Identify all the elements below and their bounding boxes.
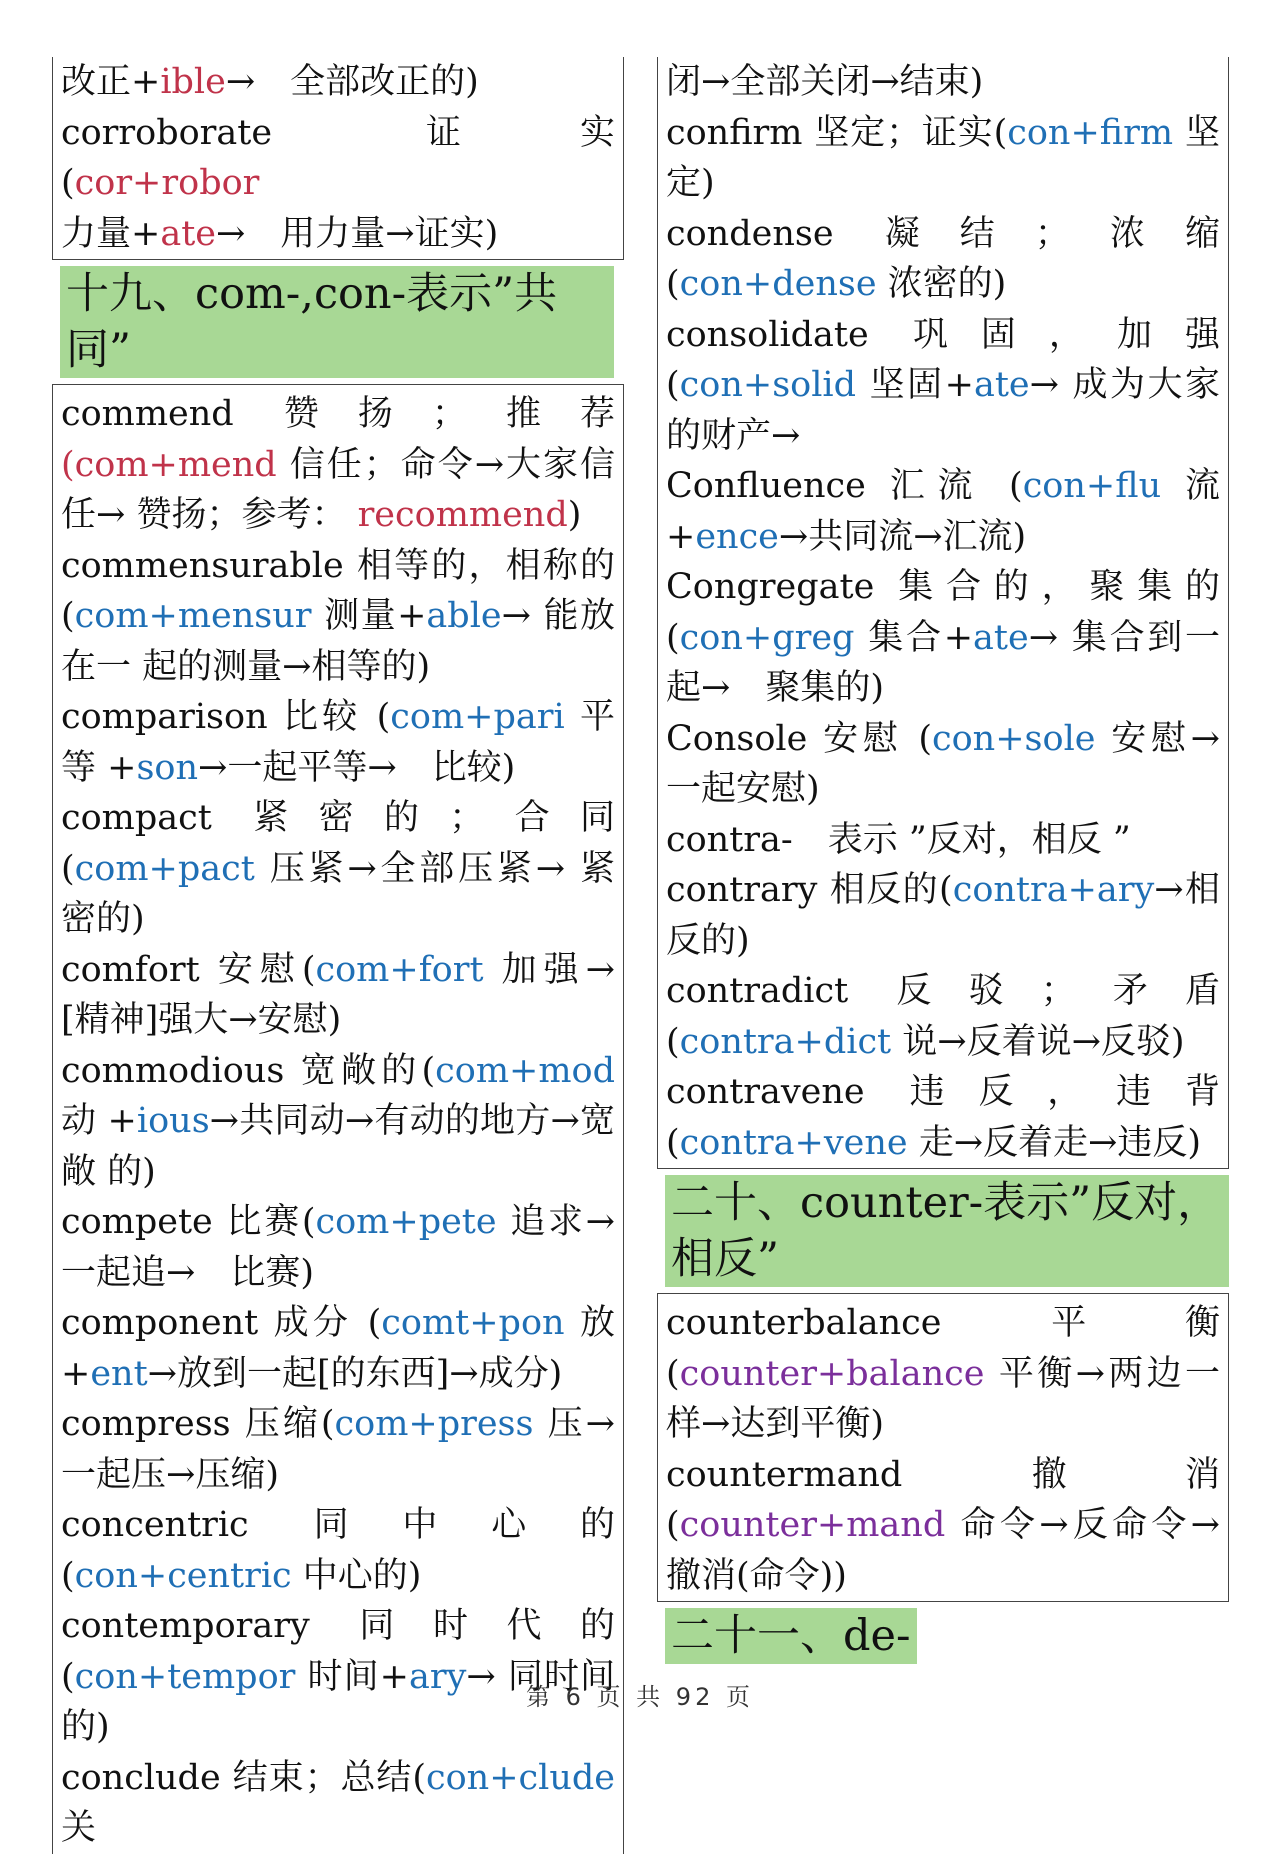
entry-etymology: comt+pon <box>381 1303 565 1343</box>
entry-suffix: ate <box>973 617 1029 658</box>
entry-countermand <box>666 1450 1220 1602</box>
entry-etymology: con+solid <box>679 365 857 405</box>
entry-etymology: con+tempor <box>74 1656 296 1697</box>
entry-meaning: 巩固，加强 ( <box>666 314 1220 405</box>
entry-meaning: 同中心的( <box>61 1505 615 1596</box>
entry-word: concentric <box>61 1505 249 1545</box>
entry-explanation: 平等 + <box>61 697 615 788</box>
entry-concentric <box>61 1500 615 1601</box>
entry-word: confirm <box>666 112 803 153</box>
entry-explanation: 流 + <box>666 466 1220 557</box>
entry-meaning: 压缩( <box>230 1404 335 1444</box>
entry-etymology: con+centric <box>74 1555 292 1596</box>
section-heading-20: 二十、counter-表示”反对，相反” <box>665 1175 1229 1287</box>
entry-etymology: contra+vene <box>679 1122 908 1163</box>
entry-explanation: 浓密的) <box>876 264 1007 304</box>
entry-conclude <box>61 1753 615 1854</box>
entry-explanation: 集合+ <box>854 617 974 658</box>
entry-explanation: 说→反着说→反驳) <box>891 1021 1185 1062</box>
entry-explanation-end: →一起平等→ 比较) <box>198 747 516 788</box>
entry-word: comfort <box>61 949 200 990</box>
entry-contravene <box>666 1067 1220 1168</box>
entry-commensurable <box>61 541 615 693</box>
entry-etymology: con+dense <box>679 264 877 304</box>
entry-word: contradict <box>666 971 849 1011</box>
entry-confluence <box>666 461 1220 562</box>
entry-meaning: 成分 ( <box>258 1303 382 1343</box>
entry-word: consolidate <box>666 314 869 355</box>
entry-etymology: con+firm <box>1007 112 1174 153</box>
entry-etymology: com+fort <box>315 949 484 990</box>
entry-condense <box>666 209 1220 310</box>
entry-word: compete <box>61 1202 213 1242</box>
left-top-box <box>52 57 624 260</box>
entry-suffix: son <box>136 747 199 788</box>
entry-meaning: 宽敞的( <box>284 1050 436 1091</box>
entry-suffix: ent <box>90 1353 148 1394</box>
entry-meaning: 凝结；浓缩( <box>666 213 1220 304</box>
entry-confirm <box>666 108 1220 209</box>
entry-suffix: ence <box>695 516 779 557</box>
entry-meaning: 比赛( <box>212 1202 316 1242</box>
entry-word: compress <box>61 1404 231 1444</box>
right-entries2-box <box>657 1293 1229 1602</box>
entry-word: counterbalance <box>666 1303 942 1343</box>
entry-explanation-end: →放到一起[的东西]→成分) <box>147 1353 563 1394</box>
entry-explanation: 安慰→一起安慰) <box>666 718 1220 809</box>
entry-word: contravene <box>666 1072 865 1112</box>
entry-meaning: 撤消( <box>666 1454 1220 1545</box>
entry-meaning: 结束；总结( <box>220 1757 426 1798</box>
entry-explanation: 中心的) <box>291 1555 422 1596</box>
entry-word: commodious <box>61 1050 285 1091</box>
section-heading-19: 十九、com-,con-表示”共同” <box>60 266 614 378</box>
entry-contrary <box>666 865 1220 966</box>
entry-explanation: →相反的) <box>666 870 1221 961</box>
page-footer: 第 6 页 共 92 页 <box>526 1683 754 1711</box>
entry-meaning: 集合的，聚集的 ( <box>666 567 1220 658</box>
entry-meaning: 比较 ( <box>267 697 391 737</box>
entry-etymology: com+pete <box>315 1202 497 1242</box>
entry-explanation: 加强→ [精神]强大→安慰) <box>61 949 651 1040</box>
entry-etymology: con+sole <box>932 718 1096 759</box>
entry-meaning: 相反的( <box>817 870 953 910</box>
entry-meaning: 安慰( <box>199 949 316 990</box>
section-heading-21: 二十一、de- <box>665 1608 917 1664</box>
entry-suffix: ate <box>973 365 1030 405</box>
entry-etymology: contra+dict <box>679 1021 892 1062</box>
entry-suffix: ary <box>409 1656 467 1697</box>
entry-continuation: 改正+ible→ 全部改正的) <box>61 62 479 102</box>
entry-explanation: 信任；命令→大家信任→ 赞扬；参考： <box>61 444 615 535</box>
entry-counterbalance <box>666 1298 1220 1450</box>
entry-consolidate <box>666 310 1220 462</box>
entry-meaning: 相等的，相称的 ( <box>61 545 615 636</box>
entry-comparison <box>61 692 615 793</box>
entry-explanation: 追求→一起追→ 比赛) <box>61 1202 615 1293</box>
entry-explanation: 测量+ <box>311 596 427 636</box>
entry-explanation-end: →共同动→有动的地方→宽敞 的) <box>61 1101 616 1192</box>
entry-explanation-end: →共同流→汇流) <box>778 516 1027 557</box>
entry-word: Congregate <box>666 567 875 607</box>
entry-word: component <box>61 1303 259 1343</box>
right-column <box>657 57 1229 1670</box>
entry-meaning: 表示 ”反对，相反 ” <box>792 819 1131 860</box>
entry-etymology: con+flu <box>1022 466 1162 506</box>
entry-compress <box>61 1399 615 1500</box>
entry-component <box>61 1298 615 1399</box>
entry-commend <box>61 389 615 541</box>
entry-etymology: con+greg <box>679 617 855 658</box>
entry-etymology: contra+ary <box>952 870 1155 910</box>
entry-compete <box>61 1197 615 1298</box>
entry-explanation-end: ) <box>567 495 582 535</box>
entry-meaning: 闭→全部关闭→结束) <box>666 62 984 102</box>
entry-meaning: 坚定；证实( <box>802 112 1008 153</box>
entry-suffix: able <box>426 596 502 636</box>
entry-explanation: 时间+ <box>295 1656 409 1697</box>
entry-word: contra- <box>666 819 793 860</box>
entry-contradict <box>666 966 1220 1067</box>
entry-compact <box>61 793 615 945</box>
entry-etymology: com+pact <box>74 848 255 889</box>
entry-word: commend <box>61 394 234 434</box>
entry-etymology: com+press <box>334 1404 534 1444</box>
entry-suffix: ious <box>136 1101 210 1141</box>
entry-word: compact <box>61 798 212 838</box>
entry-meaning: 紧密的；合同( <box>61 798 615 889</box>
entry-meaning: 反驳；矛盾 ( <box>666 971 1220 1062</box>
entry-console <box>666 714 1220 815</box>
entry-comfort <box>61 945 651 1046</box>
entry-word: countermand <box>666 1454 903 1495</box>
entry-explanation-end: → 成为大家的财产→ <box>666 365 1221 456</box>
entry-meaning: 同时代的 ( <box>61 1606 615 1697</box>
entry-continuation <box>666 57 1220 108</box>
entry-reference: recommend <box>346 495 568 535</box>
entry-explanation: 命令→反命令→撤消(命令)) <box>666 1505 1220 1596</box>
entry-explanation: 压紧→全部压紧→ 紧密的) <box>61 848 615 939</box>
entry-word: condense <box>666 213 834 254</box>
entry-etymology: com+pari <box>390 697 565 737</box>
entry-word: Confluence <box>666 466 866 506</box>
entry-explanation-end: → 能放在一 起的测量→相等的) <box>61 596 616 687</box>
entry-explanation: 放 + <box>61 1303 615 1394</box>
entry-etymology: con+clude <box>426 1757 615 1798</box>
entry-explanation: 坚固+ <box>856 365 974 405</box>
entry-explanation: 走→反着走→违反) <box>907 1122 1202 1163</box>
entry-word: contemporary <box>61 1606 310 1646</box>
entry-etymology: counter+mand <box>679 1505 946 1545</box>
entry-meaning: 汇流 ( <box>865 466 1023 506</box>
entry-word: conclude <box>61 1757 221 1798</box>
entry-meaning: 违反，违背 ( <box>666 1072 1220 1163</box>
entry-word: commensurable <box>61 545 344 586</box>
entry-congregate <box>666 562 1220 714</box>
entry-explanation: 坚定) <box>666 112 1220 203</box>
entry-explanation: 关 <box>61 1808 97 1848</box>
entry-corroborate: corroborate 证 实 (cor+robor 力量+ate→ 用力量→证实) <box>61 112 615 254</box>
entry-meaning: 赞扬；推荐 <box>233 394 615 434</box>
entry-commodious <box>61 1046 615 1198</box>
entry-contra <box>666 815 1220 866</box>
entry-word: contrary <box>666 870 818 910</box>
entry-explanation-end: → 同时间的) <box>61 1656 615 1747</box>
entry-etymology: (com+mend <box>61 444 277 485</box>
entry-explanation: 平衡→两边一样→达到平衡) <box>666 1353 1220 1444</box>
entry-etymology: counter+balance <box>679 1353 985 1394</box>
entry-meaning: 安慰 ( <box>807 718 932 759</box>
entry-etymology: com+mod <box>435 1050 615 1091</box>
right-entries-box <box>657 57 1229 1169</box>
entry-word: Console <box>666 718 808 759</box>
entry-explanation-end: → 集合到一起→ 聚集的) <box>666 617 1221 708</box>
entry-etymology: com+mensur <box>74 596 312 636</box>
entry-explanation: 动 + <box>61 1101 137 1141</box>
entry-word: comparison <box>61 697 268 737</box>
entry-meaning: 平衡 ( <box>666 1303 1220 1394</box>
entry-explanation: 压→一起压→压缩) <box>61 1404 615 1495</box>
